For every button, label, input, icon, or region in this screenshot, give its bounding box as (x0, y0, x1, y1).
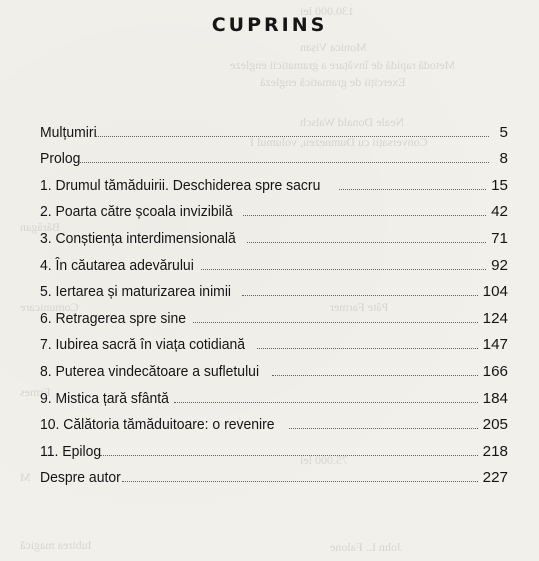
dot-leader (242, 294, 478, 296)
toc-entry-page-number: 104 (482, 283, 508, 301)
toc-entry (40, 327, 510, 354)
bleed-through-decoration: Conversații cu Dumnezeu, volumul I (250, 135, 428, 149)
toc-entry-page-number: 184 (482, 389, 508, 407)
bleed-through-decoration: Iubirea magică (20, 538, 92, 552)
toc-entry (40, 247, 510, 274)
toc-entry-page-number: 92 (491, 256, 508, 274)
bleed-through-decoration: Metodă rapidă de învățare a gramaticii engleze (230, 58, 456, 72)
toc-entry (40, 407, 510, 434)
toc-entry (40, 274, 510, 301)
dot-leader (257, 347, 478, 349)
table-of-contents (40, 114, 510, 486)
bleed-through-decoration: Monica Vișan (300, 40, 367, 54)
toc-entry (40, 194, 510, 221)
toc-entry-page-number: 147 (482, 336, 508, 354)
bleed-through-decoration: M (20, 470, 31, 484)
toc-entry (40, 460, 510, 487)
toc-entry (40, 380, 510, 407)
dot-leader (78, 161, 489, 163)
dot-leader (174, 401, 478, 403)
toc-entry-title: 9. Mistica țară sfântă (40, 389, 169, 407)
dot-leader (96, 135, 489, 137)
toc-entry-page-number: 5 (499, 123, 508, 141)
bleed-through-decoration: Ermes (20, 385, 51, 399)
dot-leader (201, 268, 486, 270)
dot-leader (247, 241, 486, 243)
page-title: CUPRINS (211, 14, 328, 36)
dot-leader (122, 480, 478, 482)
bleed-through-decoration: 75.000 lei (300, 453, 348, 467)
bleed-through-decoration: John L. Falone (330, 540, 402, 554)
toc-entry-title: 8. Puterea vindecătoare a sufletului (40, 362, 260, 380)
dot-leader (243, 214, 486, 216)
dot-leader (289, 427, 478, 429)
toc-entry-title: 5. Iertarea și maturizarea inimii (40, 283, 232, 301)
toc-entry-title: 3. Conștiența interdimensională (40, 229, 236, 247)
toc-entry-title: 1. Drumul tămăduirii. Deschiderea spre sacru (40, 176, 321, 194)
bleed-through-decoration: Bărăgan (20, 220, 60, 234)
toc-entry (40, 220, 510, 247)
toc-entry-title: Mulțumiri (40, 123, 97, 141)
toc-entry (40, 141, 510, 168)
toc-entry-title: 7. Iubirea sacră în viața cotidiană (40, 336, 246, 354)
toc-entry-title: 6. Retragerea spre sine (40, 309, 187, 327)
toc-entry-title: Prolog (40, 150, 81, 168)
dot-leader (339, 188, 486, 190)
toc-entry-title: 4. În căutarea adevărului (40, 256, 194, 274)
dot-leader (272, 374, 478, 376)
toc-entry-page-number: 124 (482, 309, 508, 327)
toc-entry-page-number: 15 (491, 176, 508, 194)
toc-entry-title: 10. Călătoria tămăduitoare: o revenire (40, 416, 275, 434)
toc-entry-title: 2. Poarta către școala invizibilă (40, 203, 233, 221)
bleed-through-decoration: Pâte Farmer (330, 300, 389, 314)
toc-entry (40, 167, 510, 194)
toc-entry-page-number: 218 (482, 442, 508, 460)
toc-entry-page-number: 71 (491, 229, 508, 247)
toc-entry (40, 300, 510, 327)
toc-entry (40, 114, 510, 141)
toc-entry-page-number: 205 (482, 416, 508, 434)
bleed-through-decoration: 130.000 lei (300, 4, 354, 18)
toc-entry (40, 433, 510, 460)
toc-entry-page-number: 166 (482, 362, 508, 380)
toc-entry-title: Despre autor (40, 469, 121, 487)
toc-entry (40, 353, 510, 380)
dot-leader (193, 321, 478, 323)
toc-entry-page-number: 42 (491, 203, 508, 221)
dot-leader (100, 454, 477, 456)
bleed-through-decoration: Comunicare (20, 300, 79, 314)
bleed-through-decoration: Exerciții de gramatică engleză (260, 75, 406, 89)
toc-entry-page-number: 227 (482, 469, 508, 487)
bleed-through-decoration: Neale Donald Walsch (300, 115, 405, 129)
toc-entry-page-number: 8 (499, 150, 508, 168)
toc-entry-title: 11. Epilog (40, 442, 102, 460)
